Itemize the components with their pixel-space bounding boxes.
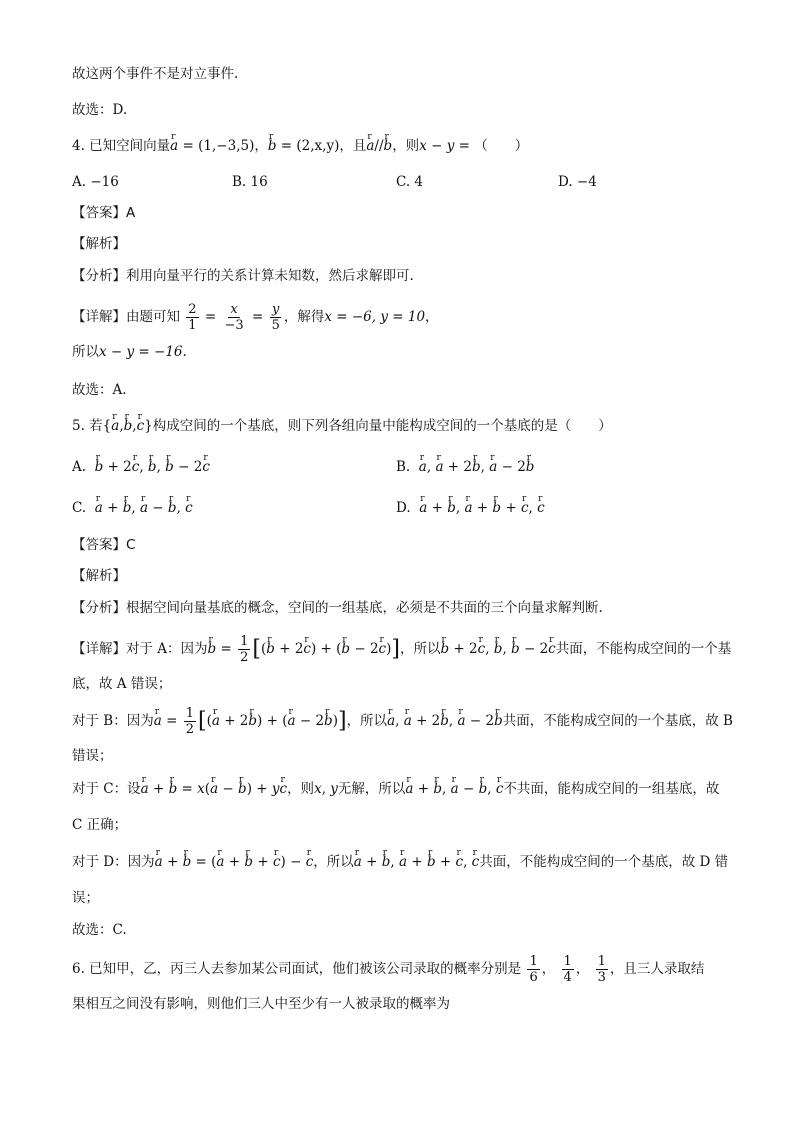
fraction: $\frac{1}{4}$ [563, 954, 572, 985]
detail-d: 对于 D：因为r a + r b = (r a + r b + r c) − r c，所以r a + r b, r a + r b + r c, r c共面，不能构成空间的一个基底，故 D 错 [72, 852, 728, 872]
fraction: $\frac{1}{2}$ [185, 706, 194, 737]
text: ， [254, 138, 268, 154]
detail-b: 对于 B：因为r a = $\frac{1}{2}$ [(r a + 2r b) + (r a − 2r b)]，所以r a, r a + 2r b, r a − 2r b共面，不能构成空间的一个基底，故 B [72, 704, 733, 738]
fraction: $\frac{1}{2}$ [240, 634, 249, 665]
text: ，且 [339, 138, 367, 154]
math: x = −6, y = 10 [324, 309, 426, 325]
text: 对于 D：因为 [72, 854, 155, 870]
math: x − y = −16 [99, 344, 183, 360]
text: 4. 已知空间向量 [72, 138, 171, 154]
result-line [72, 342, 187, 362]
text: ，则 [392, 138, 420, 154]
text: 共面，不能构成空间的一个基底，故 B [502, 713, 733, 729]
text: 共面，不能构成空间的一个基 [555, 641, 732, 657]
detail-line: 【详解】由题可知 $\frac{2}{1}$ = $\frac{x}{-3}$ = $\frac{y}{5}$ ，解得x = −6, y = 10， [72, 302, 439, 333]
text: 所以 [72, 344, 99, 360]
text-line: 底，故 A 错误； [72, 676, 172, 692]
text-line: 故这两个事件不是对立事件. [72, 66, 239, 82]
text: 不共面，能构成空间的一组基底，故 [503, 781, 720, 797]
answer-label: 【答案】C [72, 537, 136, 553]
text: ，则 [287, 781, 315, 797]
text: ，所以 [346, 713, 388, 729]
answer-label: 【答案】A [72, 205, 136, 221]
option-d: D. r a + r b, r a + r b + r c, r c [396, 498, 545, 518]
detail-c: 对于 C：设r a + r b = x(r a − r b) + yr c，则x, y无解，所以r a + r b, r a − r b, r c不共面，能构成空间的一组基底，故 [72, 779, 719, 799]
text: ， [425, 309, 439, 325]
text-line: C 正确； [72, 817, 128, 833]
text-line: 误； [72, 890, 99, 906]
option-a: A. r b + 2r c, r b, r b − 2r c [72, 457, 210, 477]
math: (1,−3,5) [198, 138, 255, 154]
text-line: 故选：A. [72, 382, 127, 398]
text-line: 故选：D. [72, 102, 128, 118]
option-d: D. −4 [558, 174, 597, 190]
option-b: B. r a, r a + 2r b, r a − 2r b [396, 457, 534, 477]
text: ，解得 [283, 309, 325, 325]
text: 对于 B：因为 [72, 713, 154, 729]
text: 6. 已知甲，乙，丙三人去参加某公司面试，他们被该公司录取的概率分别是 [72, 961, 522, 977]
detail-a: 【详解】对于 A：因为r b = $\frac{1}{2}$ [(r b + 2r c) + (r b − 2r c)]，所以r b + 2r c, r b, r b − 2r c共面，不能构成空间的一个基 [72, 632, 731, 666]
text: （ ） [474, 138, 529, 154]
question-6-stem: 6. 已知甲，乙，丙三人去参加某公司面试，他们被该公司录取的概率分别是 $\frac{1}{6}$ ， $\frac{1}{4}$ ， $\frac{1}{3}$ ，且三人录取结 [72, 954, 705, 985]
fraction: $\frac{y}{5}$ [271, 302, 280, 333]
text: 共面，不能构成空间的一个基底，故 D 错 [479, 854, 729, 870]
option-b: B. 16 [232, 174, 268, 190]
text-line: 故选：C. [72, 922, 127, 938]
analysis-label: 【解析】 [72, 236, 126, 252]
analysis-label: 【解析】 [72, 568, 126, 584]
analysis-text: 【分析】根据空间向量基底的概念，空间的一组基底，必须是不共面的三个向量求解判断. [72, 600, 603, 616]
fraction: $\frac{2}{1}$ [188, 302, 197, 333]
text: ，所以 [313, 854, 354, 870]
text: 【详解】由题可知 [72, 309, 180, 325]
text: ，所以 [399, 641, 441, 657]
text: ，且三人录取结 [609, 961, 705, 977]
text-line: 错误； [72, 748, 113, 764]
option-c: C. 4 [396, 174, 424, 190]
fraction: $\frac{x}{-3}$ [224, 302, 244, 333]
option-c: C. r a + r b, r a − r b, r c [72, 498, 193, 518]
text-line: 果相互之间没有影响，则他们三人中至少有一人被录取的概率为 [72, 996, 450, 1012]
fraction: $\frac{1}{6}$ [529, 954, 538, 985]
text: 构成空间的一个基底，则下列各组向量中能构成空间的一个基底的是（ ） [152, 418, 612, 434]
option-a: A. −16 [72, 174, 119, 190]
question-4-stem: 4. 已知空间向量r a = (1,−3,5)，r b = (2,x,y)，且r a//r b，则x − y = （ ） [72, 136, 528, 156]
text: 无解，所以 [337, 781, 406, 797]
analysis-text: 【分析】利用向量平行的关系计算未知数，然后求解即可. [72, 268, 414, 284]
question-5-stem: 5. 若{r a,r b,r c}构成空间的一个基底，则下列各组向量中能构成空间的一个基底的是（ ） [72, 416, 612, 436]
math: (2,x,y) [296, 138, 340, 154]
text: . [182, 344, 187, 360]
text: 对于 C：设 [72, 781, 141, 797]
text: 【详解】对于 A：因为 [72, 641, 208, 657]
fraction: $\frac{1}{3}$ [597, 954, 606, 985]
text: 5. 若 [72, 418, 103, 434]
